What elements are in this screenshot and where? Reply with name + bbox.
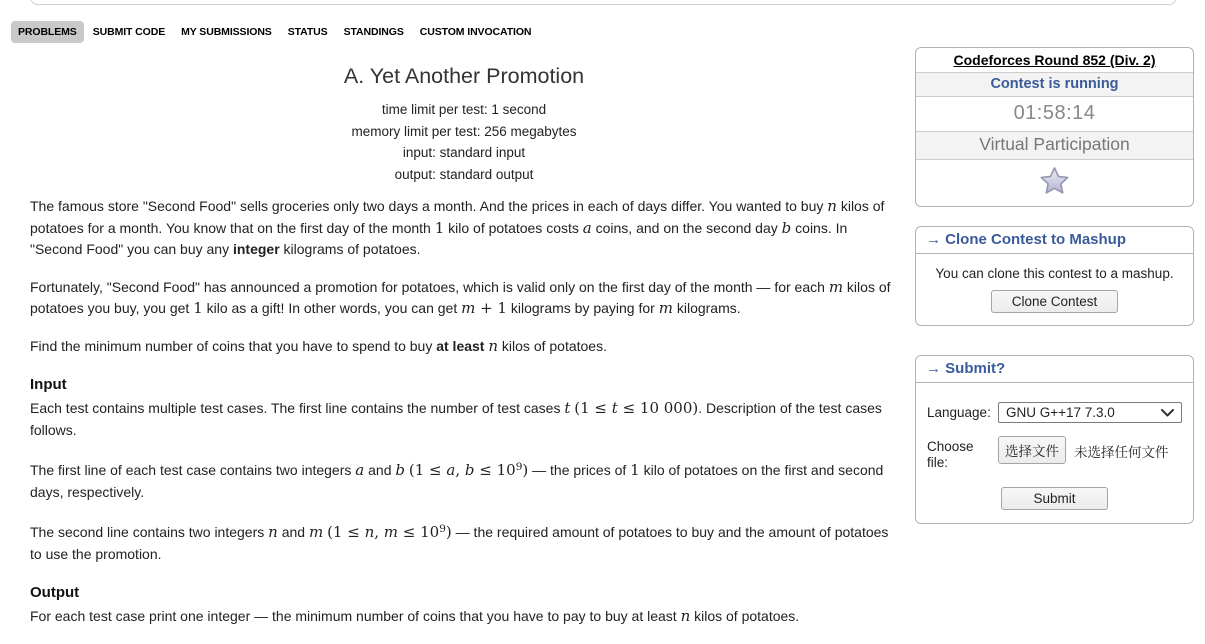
language-label: Language: — [927, 405, 991, 420]
language-select-value: GNU G++17 7.3.0 — [1006, 405, 1115, 420]
problem-paragraph: The famous store "Second Food" sells groceries only two days a month. And the prices in each of days differ. You wanted to buy n kilos of potatoes for a month. You know that on the first day of the month 1 kilo of potatoes costs a coins, and on the second day b coins. In "Second Food" you can buy any integer kilograms of potatoes. — [30, 197, 885, 257]
problem-paragraph: Fortunately, "Second Food" has announced a promotion for potatoes, which is valid only on the first day of the month — for each m kilos of potatoes you buy, you get 1 kilo as a gift! In other words, you can get m + 1 kilograms by paying for m kilograms. — [30, 277, 891, 317]
submit-box — [915, 355, 1194, 524]
problem-statement — [30, 0, 898, 644]
choose-file-button[interactable]: 选择文件 — [998, 436, 1066, 464]
limit-line: output: standard output — [394, 166, 534, 182]
section-heading-input: Input — [30, 376, 67, 393]
nav-tab-custom-invocation[interactable]: CUSTOM INVOCATION — [419, 26, 532, 38]
file-status-text: 未选择任何文件 — [1074, 445, 1169, 460]
nav-tab-my-submissions[interactable]: MY SUBMISSIONS — [181, 26, 272, 38]
contest-timer: 01:58:14 — [1013, 102, 1096, 124]
limit-line: memory limit per test: 256 megabytes — [351, 123, 577, 139]
contest-title-row — [916, 48, 1193, 72]
limit-line: input: standard input — [402, 145, 526, 160]
clone-heading: → Clone Contest to Mashup — [916, 227, 1193, 254]
problem-paragraph: Find the minimum number of coins that you have to spend to buy at least n kilos of potatoes. — [30, 336, 607, 355]
choose-file-label: Choose file: — [927, 439, 974, 470]
nav-tab-status[interactable]: STATUS — [287, 26, 328, 38]
contest-title-link[interactable]: Codeforces Round 852 (Div. 2) — [953, 52, 1156, 68]
problem-paragraph: The second line contains two integers n and m (1 ≤ n, $m \le 10^9$) — the required amount of potatoes to buy and the amount of potatoes to use the promotion. — [30, 523, 889, 562]
chevron-down-icon — [1161, 409, 1174, 417]
submit-heading: → Submit? — [916, 356, 1193, 383]
nav-tab-standings[interactable]: STANDINGS — [343, 26, 404, 38]
clone-contest-button[interactable]: Clone Contest — [991, 290, 1119, 313]
problem-paragraph: The first line of each test case contains two integers a and b (1 ≤ a, $b \le 10^9$) — the prices of 1 kilo of potatoes on the first and second days, respectively. — [30, 461, 884, 500]
contest-info-box — [915, 47, 1194, 207]
problem-paragraph: For each test case print one integer — the minimum number of coins that you have to pay to buy at least n kilos of potatoes. — [30, 607, 800, 625]
problem-limits — [30, 99, 898, 185]
nav-tab-problems[interactable]: PROBLEMS — [11, 21, 84, 43]
problem-sections — [30, 376, 898, 628]
contest-star-row — [916, 160, 1193, 206]
clone-description: You can clone this contest to a mashup. — [935, 266, 1174, 281]
problem-legend — [30, 196, 898, 357]
clone-contest-box — [915, 226, 1194, 326]
contest-mode-label: Virtual Participation — [916, 131, 1193, 160]
language-select[interactable] — [998, 402, 1182, 423]
nav-tab-submit-code[interactable]: SUBMIT CODE — [92, 26, 166, 38]
limit-line: time limit per test: 1 second — [381, 102, 547, 117]
star-icon[interactable] — [1039, 166, 1070, 195]
section-heading-output: Output — [30, 584, 80, 601]
submit-button[interactable]: Submit — [1001, 487, 1107, 510]
problem-paragraph: Each test contains multiple test cases. The first line contains the number of test cases t (1 ≤ t ≤ 10 000). Description of the test cases follows. — [30, 399, 882, 438]
contest-status: Contest is running — [916, 72, 1193, 97]
sidebar — [915, 47, 1194, 524]
problem-title: A. Yet Another Promotion — [343, 64, 585, 88]
